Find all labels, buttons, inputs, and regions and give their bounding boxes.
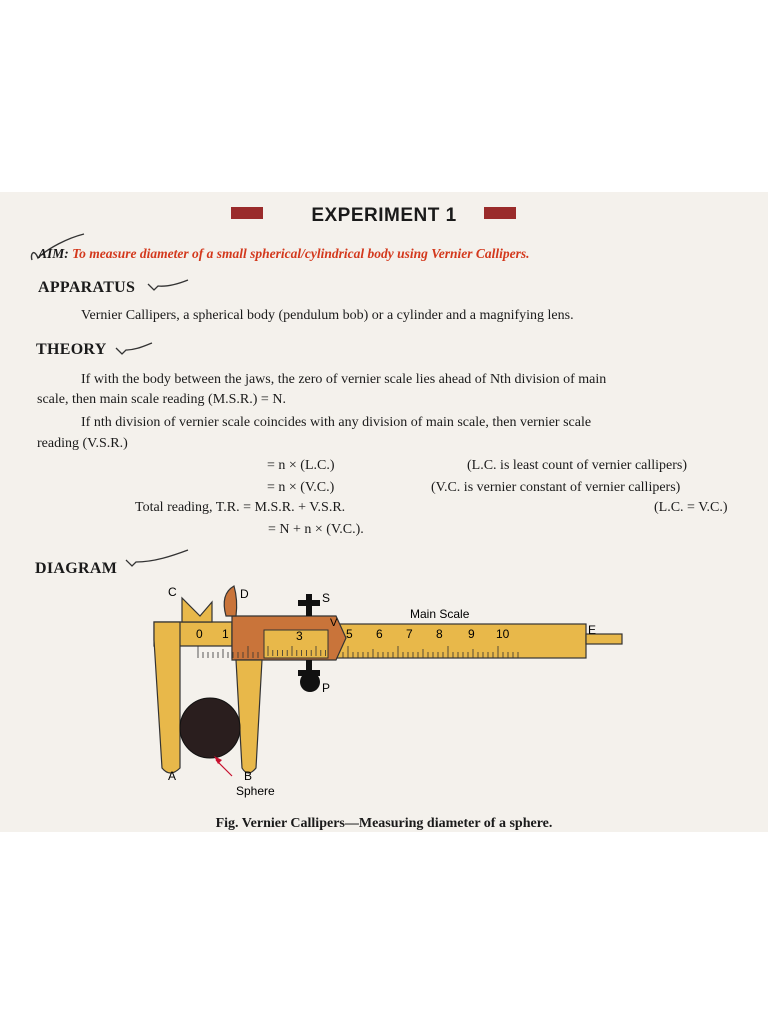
title-wrap — [0, 205, 768, 227]
vernier-calliper-diagram — [140, 580, 640, 802]
label-v: V — [330, 617, 338, 629]
scale-num-9: 9 — [468, 627, 475, 641]
theory-p2-line2: reading (V.S.R.) — [37, 436, 128, 451]
caption-text: Vernier Callipers—Measuring diameter of a sphere. — [238, 816, 553, 831]
theory-p1-line1: If with the body between the jaws, the zero of vernier scale lies ahead of Nth division of main — [81, 372, 607, 387]
caption-label: Fig. — [215, 816, 239, 831]
label-sphere: Sphere — [236, 784, 275, 798]
jaw-d — [224, 586, 236, 616]
sphere — [180, 698, 240, 758]
label-c: C — [168, 585, 177, 599]
scale-num-6: 6 — [376, 627, 383, 641]
label-e: E — [588, 623, 597, 637]
theory-p1-line2: scale, then main scale reading (M.S.R.) = N. — [37, 392, 286, 407]
label-a: A — [168, 769, 177, 783]
label-b: B — [244, 769, 253, 783]
theory-tick-icon — [114, 340, 154, 358]
label-d: D — [240, 587, 249, 601]
jaw-b — [236, 660, 262, 773]
equation-4: = N + n × (V.C.). — [268, 522, 364, 537]
scale-num-10: 10 — [496, 627, 510, 641]
apparatus-heading: APPARATUS — [38, 279, 136, 296]
equation-1-note: (L.C. is least count of vernier callipers) — [467, 458, 688, 473]
label-main-scale: Main Scale — [410, 607, 470, 621]
diagram-tick-icon — [124, 548, 190, 574]
diagram-heading: DIAGRAM — [35, 560, 118, 577]
scale-num-7: 7 — [406, 627, 413, 641]
apparatus-text: Vernier Callipers, a spherical body (pendulum bob) or a cylinder and a magnifying lens. — [81, 308, 574, 323]
label-p: P — [322, 681, 331, 695]
equation-2-note: (V.C. is vernier constant of vernier callipers) — [431, 480, 681, 495]
aim-text: To measure diameter of a small spherical/cylindrical body using Vernier Callipers. — [68, 246, 530, 261]
scale-num-0: 0 — [196, 627, 203, 641]
scale-num-3: 3 — [296, 629, 303, 643]
label-s: S — [322, 591, 331, 605]
theory-heading: THEORY — [36, 341, 107, 358]
scale-num-5: 5 — [346, 627, 353, 641]
theory-p2-line1: If nth division of vernier scale coincides with any division of main scale, then vernier scale — [81, 415, 592, 430]
equation-3: Total reading, T.R. = M.S.R. + V.S.R. — [135, 500, 346, 515]
knob-p — [306, 660, 312, 670]
scale-num-1: 1 — [222, 627, 229, 641]
apparatus-tick-icon — [146, 278, 190, 298]
equation-2: = n × (V.C.) — [267, 480, 335, 495]
equation-3-note: (L.C. = V.C.) — [654, 500, 728, 515]
experiment-title: EXPERIMENT 1 — [311, 205, 457, 226]
aim-line — [38, 246, 530, 262]
scale-num-8: 8 — [436, 627, 443, 641]
equation-1: = n × (L.C.) — [267, 458, 335, 473]
jaw-a — [154, 622, 180, 773]
aim-label: AIM: — [38, 246, 69, 261]
figure-caption — [0, 816, 768, 832]
jaw-c — [182, 598, 212, 622]
